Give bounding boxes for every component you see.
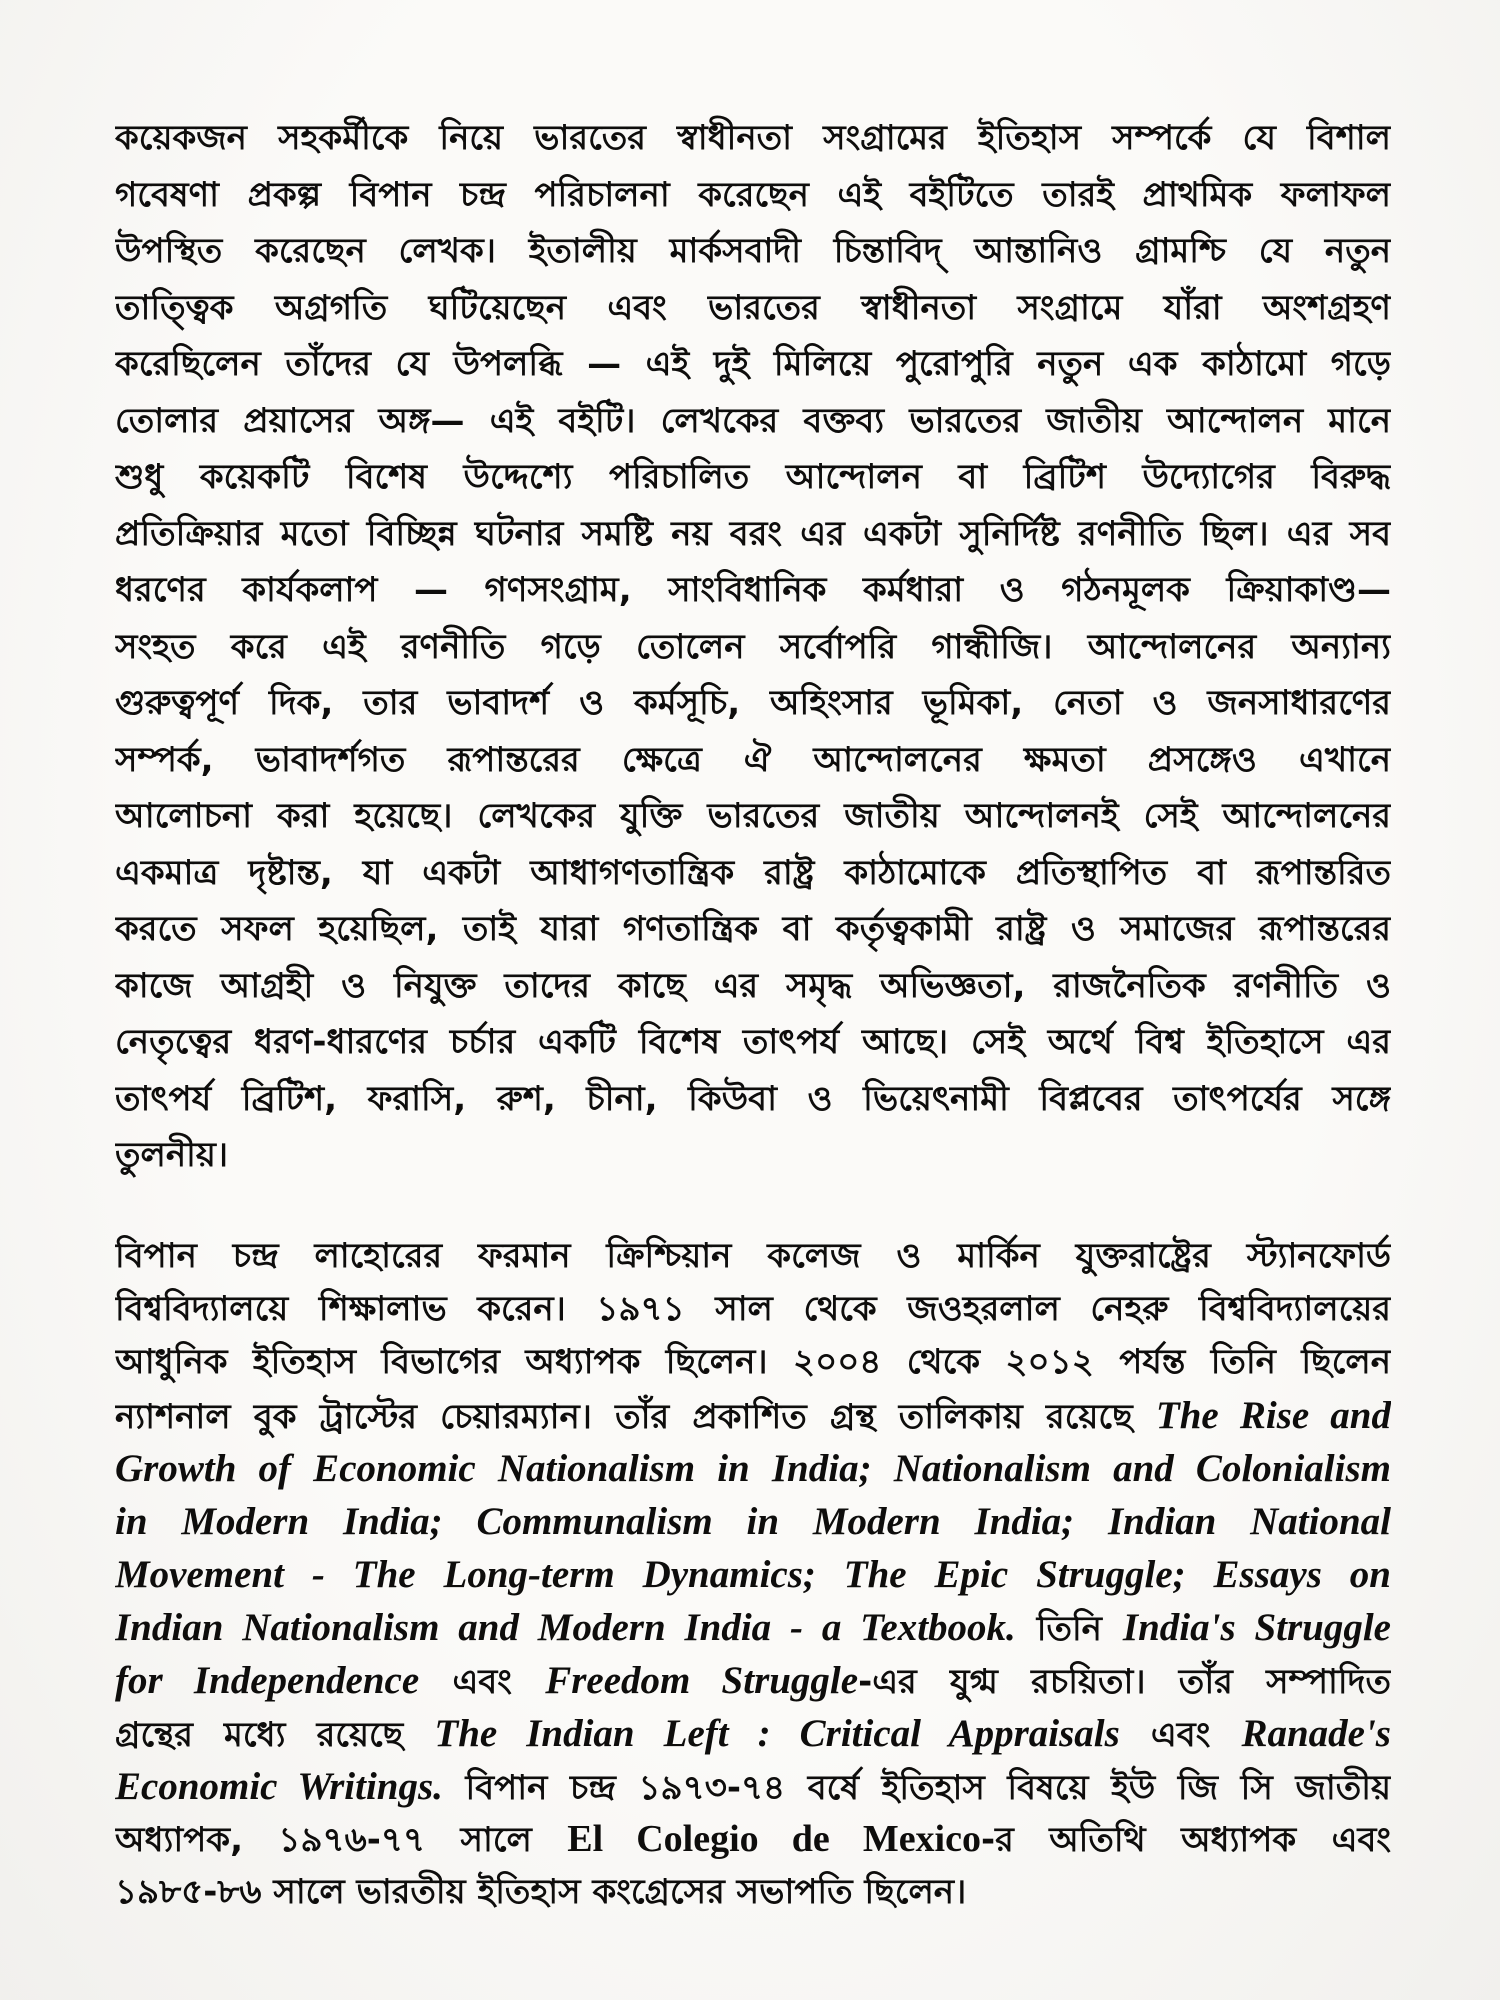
bengali-text-segment: করতে সফল হয়েছিল, তাই যারা গণতান্ত্রিক বা কর্তৃত্বকামী রাষ্ট্র ও সমাজের রূপান্তরের — [115, 909, 1391, 949]
english-book-title-segment: India's Struggle — [1122, 1605, 1391, 1649]
bengali-text-segment: একমাত্র দৃষ্টান্ত, যা একটা আধাগণতান্ত্রিক রাষ্ট্র কাঠামোকে প্রতিস্থাপিত বা রূপান্তরিত — [115, 852, 1391, 893]
bengali-text-segment: গবেষণা প্রকল্প বিপান চন্দ্র পরিচালনা করেছেন এই বইটিতে তারই প্রাথমিক ফলাফল — [115, 174, 1391, 215]
text-line — [115, 1071, 1391, 1128]
bengali-text-segment: বিপান চন্দ্র ১৯৭৩-৭৪ বর্ষে ইতিহাস বিষয়ে ইউ জি সি জাতীয় — [442, 1767, 1391, 1808]
english-book-title-segment: Indian Nationalism and Modern India - a Textbook. — [115, 1605, 1016, 1649]
bengali-text-segment: নেতৃত্বের ধরণ-ধারণের চর্চার একটি বিশেষ তাৎপর্য আছে। সেই অর্থে বিশ্ব ইতিহাসে এর — [115, 1022, 1391, 1062]
bengali-text-segment: গুরুত্বপূর্ণ দিক, তার ভাবাদর্শ ও কর্মসূচি, অহিংসার ভূমিকা, নেতা ও জনসাধারণের — [115, 683, 1391, 723]
english-book-title-segment: The Rise and — [1155, 1393, 1391, 1437]
english-book-title-segment: The Indian Left : Critical Appraisals — [434, 1711, 1120, 1755]
bengali-text-segment: গ্রন্থের মধ্যে রয়েছে — [115, 1714, 435, 1755]
text-line — [115, 393, 1391, 450]
bengali-text-segment: আধুনিক ইতিহাস বিভাগের অধ্যাপক ছিলেন। ২০০৪ থেকে ২০১২ পর্যন্ত তিনি ছিলেন — [115, 1341, 1391, 1382]
text-line — [115, 167, 1391, 224]
bengali-text-segment: -র অতিথি অধ্যাপক এবং — [980, 1819, 1391, 1860]
bengali-text-segment: তাৎপর্য ব্রিটিশ, ফরাসি, রুশ, চীনা, কিউবা ও ভিয়েৎনামী বিপ্লবের তাৎপর্যের সঙ্গে — [115, 1078, 1391, 1119]
bengali-text-segment: সংহত করে এই রণনীতি গড়ে তোলেন সর্বোপরি গান্ধীজি। আন্দোলনের অন্যান্য — [115, 626, 1391, 667]
text-line — [115, 1548, 1391, 1601]
text-line — [115, 1760, 1391, 1813]
text-line — [115, 1654, 1391, 1707]
text-line — [115, 1866, 1391, 1919]
text-line — [115, 901, 1391, 958]
bengali-text-segment: কয়েকজন সহকর্মীকে নিয়ে ভারতের স্বাধীনতা সংগ্রামের ইতিহাস সম্পর্কে যে বিশাল — [115, 118, 1391, 158]
text-line — [115, 280, 1391, 337]
bengali-text-segment: ধরণের কার্যকলাপ — গণসংগ্রাম, সাংবিধানিক কর্মধারা ও গঠনমূলক ক্রিয়াকাণ্ড— — [115, 570, 1391, 610]
text-line — [115, 1283, 1391, 1336]
text-line — [115, 506, 1391, 563]
bengali-text-segment: তুলনীয়। — [115, 1135, 229, 1175]
bengali-text-segment: ন্যাশনাল বুক ট্রাস্টের চেয়ারম্যান। তাঁর প্রকাশিত গ্রন্থ তালিকায় রয়েছে — [115, 1396, 1156, 1437]
bengali-text-segment: করেছিলেন তাঁদের যে উপলব্ধি — এই দুই মিলিয়ে পুরোপুরি নতুন এক কাঠামো গড়ে — [115, 344, 1391, 384]
text-line — [115, 1230, 1391, 1283]
bengali-text-segment: প্রতিক্রিয়ার মতো বিচ্ছিন্ন ঘটনার সমষ্টি নয় বরং এর একটা সুনির্দিষ্ট রণনীতি ছিল। এর সব — [115, 513, 1391, 554]
english-roman-segment: El Colegio de Mexico — [567, 1817, 981, 1860]
text-line — [115, 619, 1391, 676]
bengali-text-segment: এবং — [1119, 1714, 1242, 1755]
bengali-text-segment: সম্পর্ক, ভাবাদর্শগত রূপান্তরের ক্ষেত্রে ঐ আন্দোলনের ক্ষমতা প্রসঙ্গেও এখানে — [115, 739, 1391, 780]
text-line — [115, 675, 1391, 732]
bengali-text-segment: উপস্থিত করেছেন লেখক। ইতালীয় মার্কসবাদী চিন্তাবিদ্ আন্তানিও গ্রামশ্চি যে নতুন — [115, 231, 1391, 271]
bengali-text-segment: তাত্ত্বিক অগ্রগতি ঘটিয়েছেন এবং ভারতের স্বাধীনতা সংগ্রামে যাঁরা অংশগ্রহণ — [115, 287, 1391, 328]
text-line — [115, 1813, 1391, 1866]
bengali-text-segment: বিপান চন্দ্র লাহোরের ফরমান ক্রিশ্চিয়ান কলেজ ও মার্কিন যুক্তরাষ্ট্রের স্ট্যানফোর্ড — [115, 1235, 1391, 1276]
bengali-text-segment: অধ্যাপক, ১৯৭৬-৭৭ সালে — [115, 1819, 568, 1860]
text-line — [115, 1127, 1391, 1184]
text-line — [115, 562, 1391, 619]
author-bio-paragraph — [115, 1230, 1391, 1919]
bengali-text-segment: তিনি — [1015, 1608, 1123, 1649]
bengali-text-segment: শুধু কয়েকটি বিশেষ উদ্দেশ্যে পরিচালিত আন্দোলন বা ব্রিটিশ উদ্যোগের বিরুদ্ধ — [115, 457, 1391, 497]
text-line — [115, 1014, 1391, 1071]
english-book-title-segment: for Independence — [115, 1658, 420, 1702]
bengali-text-segment: তোলার প্রয়াসের অঙ্গ— এই বইটি। লেখকের বক্তব্য ভারতের জাতীয় আন্দোলন মানে — [115, 400, 1391, 441]
bengali-text-segment: বিশ্ববিদ্যালয়ে শিক্ষালাভ করেন। ১৯৭১ সাল থেকে জওহরলাল নেহরু বিশ্ববিদ্যালয়ের — [115, 1288, 1391, 1329]
text-line — [115, 1389, 1391, 1442]
text-line — [115, 1442, 1391, 1495]
english-book-title-segment: in Modern India; Communalism in Modern India; Indian National — [115, 1499, 1391, 1543]
bengali-text-segment: কাজে আগ্রহী ও নিযুক্ত তাদের কাছে এর সমৃদ্ধ অভিজ্ঞতা, রাজনৈতিক রণনীতি ও — [115, 965, 1391, 1006]
english-book-title-segment: Growth of Economic Nationalism in India; Nationalism and Colonialism — [115, 1446, 1391, 1490]
text-line — [115, 1601, 1391, 1654]
text-line — [115, 732, 1391, 789]
bengali-text-segment: আলোচনা করা হয়েছে। লেখকের যুক্তি ভারতের জাতীয় আন্দোলনই সেই আন্দোলনের — [115, 796, 1391, 836]
text-line — [115, 788, 1391, 845]
text-column — [115, 110, 1391, 1919]
english-book-title-segment: Freedom Struggle — [545, 1658, 859, 1702]
bengali-text-segment: ১৯৮৫-৮৬ সালে ভারতীয় ইতিহাস কংগ্রেসের সভাপতি ছিলেন। — [115, 1871, 967, 1912]
text-line — [115, 845, 1391, 902]
bengali-text-segment: এবং — [419, 1661, 546, 1702]
text-line — [115, 336, 1391, 393]
text-line — [115, 1495, 1391, 1548]
text-line — [115, 449, 1391, 506]
text-line — [115, 223, 1391, 280]
english-book-title-segment: Ranade's — [1241, 1711, 1391, 1755]
book-summary-paragraph — [115, 110, 1391, 1184]
text-line — [115, 110, 1391, 167]
text-line — [115, 1707, 1391, 1760]
bengali-text-segment: -এর যুগ্ম রচয়িতা। তাঁর সম্পাদিত — [858, 1661, 1391, 1702]
english-book-title-segment: Movement - The Long-term Dynamics; The Epic Struggle; Essays on — [115, 1552, 1391, 1596]
english-book-title-segment: Economic Writings. — [115, 1764, 443, 1808]
text-line — [115, 958, 1391, 1015]
text-line — [115, 1336, 1391, 1389]
